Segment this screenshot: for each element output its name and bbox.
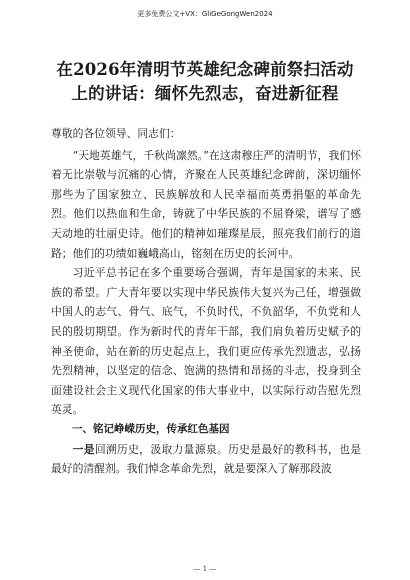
greeting: 尊敬的各位领导、同志们： <box>51 127 181 140</box>
page-number: — 1 — <box>193 565 217 573</box>
paragraph-2: 习近平总书记在多个重要场合强调，青年是国家的未来、民族的希望。广大青年要以实现中华民族伟大复兴为己任，增强做中国人的志气、骨气、底气，不负时代，不负韶华，不负党和人民的殷切期望。作为新时代的青年干部，我们肩负着历史赋予的神圣使命，站在新的历史起点上，我们更应传承先烈遗志，弘扬先烈精神，以坚定的信念、饱满的热情和昂扬的斗志，投身到全面建设社会主义现代化国家的伟大事业中，以实际行动告慰先烈英灵。 <box>51 266 361 417</box>
paragraph-3 <box>51 440 361 479</box>
paragraph-3-text: 回溯历史，汲取力量源泉。历史是最好的教科书，也是最好的清醒剂。我们悼念革命先烈，就是要深入了解那段波 <box>51 442 362 476</box>
page-header: 更多免费公文+VX：GliGeGongWen2024 <box>137 10 273 18</box>
title-line-1: 在2026年清明节英雄纪念碑前祭扫活动 <box>56 60 354 79</box>
document-title <box>20 58 390 106</box>
title-line-2: 上的讲话：缅怀先烈志，奋进新征程 <box>71 84 339 103</box>
paragraph-lead: 一是 <box>72 442 95 456</box>
section-heading: 一、铭记峥嵘历史，传承红色基因 <box>72 422 230 435</box>
document-body <box>51 124 361 479</box>
paragraph-1: “天地英雄气，千秋尚凛然。”在这肃穆庄严的清明节，我们怀着无比崇敬与沉痛的心情，齐聚在人民英雄纪念碑前，深切缅怀那些为了国家独立、民族解放和人民幸福而英勇捐躯的革命先烈。他们以热血和生命，铸就了中华民族的不屈脊梁，谱写了感天动地的壮丽史诗。他们的精神如璀璨星辰，照亮我们前行的道路；他们的功绩如巍峨高山，铭刻在历史的长河中。 <box>51 148 361 260</box>
